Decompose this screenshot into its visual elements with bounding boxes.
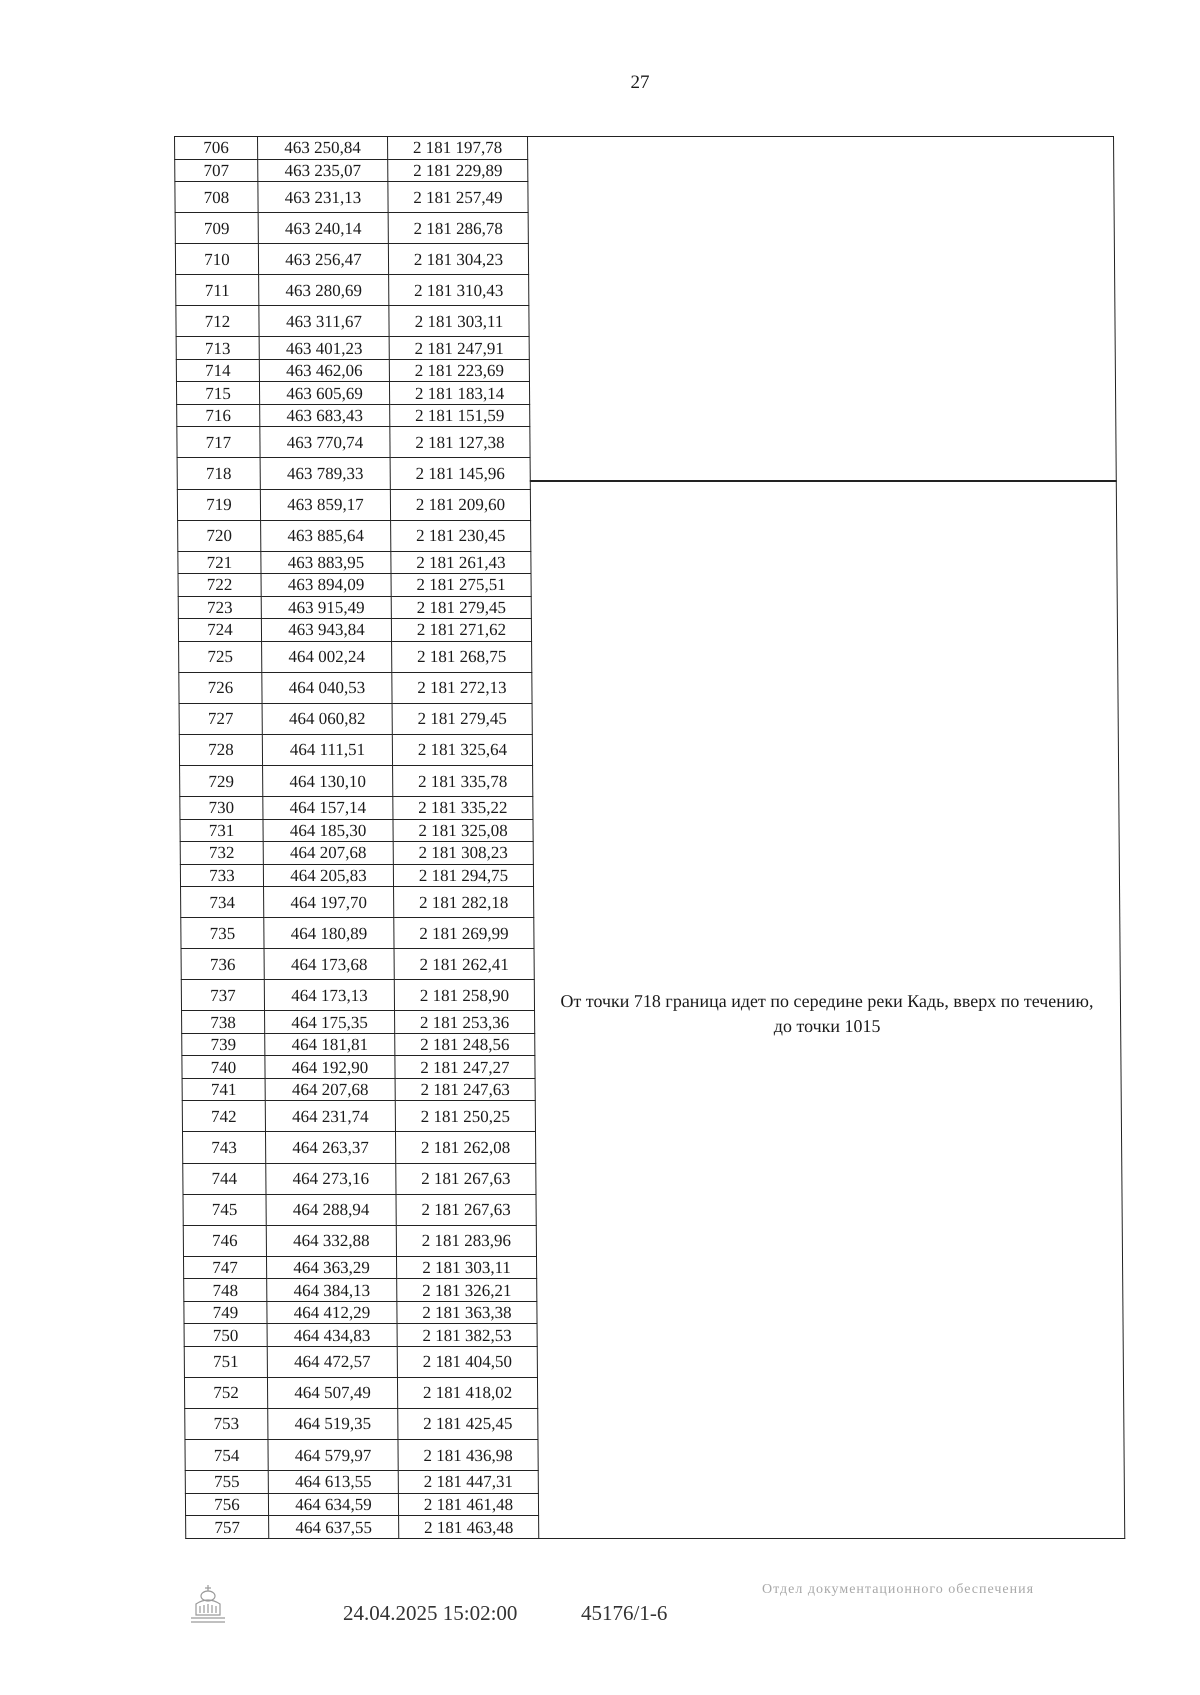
x-coordinate: 464 412,29 — [267, 1301, 397, 1324]
y-coordinate: 2 181 145,96 — [390, 458, 530, 489]
y-coordinate: 2 181 282,18 — [394, 887, 534, 918]
point-number: 723 — [178, 596, 261, 619]
x-coordinate: 464 434,83 — [267, 1324, 397, 1347]
x-coordinate: 464 157,14 — [263, 797, 393, 820]
table-row — [179, 734, 532, 765]
x-coordinate: 464 002,24 — [262, 641, 392, 672]
y-coordinate: 2 181 253,36 — [395, 1011, 535, 1034]
point-number: 754 — [185, 1440, 268, 1471]
table-row — [181, 918, 534, 949]
y-coordinate: 2 181 303,11 — [389, 306, 529, 337]
x-coordinate: 464 507,49 — [267, 1377, 397, 1408]
y-coordinate: 2 181 279,45 — [392, 703, 532, 734]
table-row — [177, 458, 530, 489]
point-number: 732 — [180, 842, 263, 865]
y-coordinate: 2 181 279,45 — [391, 596, 531, 619]
x-coordinate: 464 197,70 — [264, 887, 394, 918]
point-number: 731 — [180, 819, 263, 842]
x-coordinate: 463 883,95 — [261, 551, 391, 574]
x-coordinate: 463 231,13 — [258, 182, 388, 213]
page-number: 27 — [630, 72, 650, 93]
x-coordinate: 464 205,83 — [263, 864, 393, 887]
point-number: 714 — [176, 359, 259, 382]
x-coordinate: 463 859,17 — [260, 489, 390, 520]
table-row — [180, 797, 533, 820]
x-coordinate: 464 231,74 — [265, 1101, 395, 1132]
table-row — [182, 1101, 535, 1132]
point-number: 726 — [179, 672, 262, 703]
point-number: 736 — [181, 949, 264, 980]
x-coordinate: 464 613,55 — [268, 1471, 398, 1494]
footer-stamp: Отдел документационного обеспечения — [761, 1582, 1035, 1597]
y-coordinate: 2 181 262,08 — [395, 1132, 535, 1163]
y-coordinate: 2 181 310,43 — [389, 275, 529, 306]
table-row — [183, 1225, 536, 1256]
y-coordinate: 2 181 461,48 — [398, 1493, 538, 1516]
y-coordinate: 2 181 258,90 — [394, 980, 534, 1011]
y-coordinate: 2 181 326,21 — [397, 1279, 537, 1302]
y-coordinate: 2 181 230,45 — [391, 520, 531, 551]
coordinates-table-body — [175, 137, 539, 1539]
x-coordinate: 464 175,35 — [265, 1011, 395, 1034]
point-number: 744 — [183, 1163, 266, 1194]
table-row — [184, 1279, 537, 1302]
table-row — [185, 1493, 538, 1516]
point-number: 713 — [176, 337, 259, 360]
table-row — [183, 1256, 536, 1279]
table-row — [186, 1516, 539, 1539]
x-coordinate: 463 311,67 — [259, 306, 389, 337]
table-row — [176, 337, 529, 360]
emblem-icon — [188, 1582, 228, 1626]
x-coordinate: 464 579,97 — [268, 1440, 398, 1471]
point-number: 715 — [176, 382, 259, 405]
table-row — [175, 244, 528, 275]
table-row — [182, 1056, 535, 1079]
point-number: 717 — [177, 427, 260, 458]
x-coordinate: 463 770,74 — [260, 427, 390, 458]
x-coordinate: 464 207,68 — [265, 1078, 395, 1101]
table-row — [180, 864, 533, 887]
point-number: 722 — [178, 574, 261, 597]
x-coordinate: 463 240,14 — [258, 213, 388, 244]
table-row — [179, 672, 532, 703]
point-number: 748 — [184, 1279, 267, 1302]
x-coordinate: 464 040,53 — [262, 672, 392, 703]
point-number: 733 — [180, 864, 263, 887]
table-row — [178, 520, 531, 551]
table-row — [182, 1011, 535, 1034]
y-coordinate: 2 181 247,27 — [395, 1056, 535, 1079]
x-coordinate: 464 332,88 — [266, 1225, 396, 1256]
y-coordinate: 2 181 325,64 — [392, 734, 532, 765]
y-coordinate: 2 181 447,31 — [398, 1471, 538, 1494]
point-number: 749 — [184, 1301, 267, 1324]
x-coordinate: 464 181,81 — [265, 1033, 395, 1056]
table-row — [184, 1324, 537, 1347]
point-number: 728 — [179, 734, 262, 765]
table-row — [176, 359, 529, 382]
coordinates-sheet — [174, 136, 1125, 1539]
boundary-description: От точки 718 граница идет по середине реки Кадь, вверх по течению, до точки 1015 — [560, 991, 1094, 1036]
point-number: 745 — [183, 1194, 266, 1225]
table-row — [185, 1440, 538, 1471]
table-row — [177, 427, 530, 458]
x-coordinate: 464 207,68 — [263, 842, 393, 865]
point-number: 707 — [175, 159, 258, 182]
y-coordinate: 2 181 272,13 — [392, 672, 532, 703]
y-coordinate: 2 181 308,23 — [393, 842, 533, 865]
y-coordinate: 2 181 257,49 — [388, 182, 528, 213]
point-number: 706 — [175, 137, 258, 160]
point-number: 741 — [182, 1078, 265, 1101]
point-number: 734 — [181, 887, 264, 918]
table-row — [181, 887, 534, 918]
table-row — [178, 619, 531, 642]
y-coordinate: 2 181 223,69 — [389, 359, 529, 382]
table-row — [182, 1132, 535, 1163]
point-number: 725 — [179, 641, 262, 672]
point-number: 712 — [176, 306, 259, 337]
x-coordinate: 464 173,13 — [264, 980, 394, 1011]
table-row — [179, 641, 532, 672]
table-row — [179, 703, 532, 734]
description-cell-empty — [527, 136, 1117, 481]
y-coordinate: 2 181 363,38 — [397, 1301, 537, 1324]
x-coordinate: 463 885,64 — [261, 520, 391, 551]
point-number: 753 — [185, 1408, 268, 1439]
x-coordinate: 464 173,68 — [264, 949, 394, 980]
x-coordinate: 464 263,37 — [265, 1132, 395, 1163]
point-number: 751 — [184, 1346, 267, 1377]
y-coordinate: 2 181 267,63 — [396, 1163, 536, 1194]
y-coordinate: 2 181 335,22 — [393, 797, 533, 820]
y-coordinate: 2 181 382,53 — [397, 1324, 537, 1347]
y-coordinate: 2 181 197,78 — [388, 137, 528, 160]
point-number: 742 — [182, 1101, 265, 1132]
table-row — [180, 842, 533, 865]
y-coordinate: 2 181 286,78 — [388, 213, 528, 244]
point-number: 719 — [177, 489, 260, 520]
y-coordinate: 2 181 425,45 — [398, 1408, 538, 1439]
y-coordinate: 2 181 248,56 — [395, 1033, 535, 1056]
point-number: 718 — [177, 458, 260, 489]
point-number: 711 — [176, 275, 259, 306]
x-coordinate: 464 634,59 — [268, 1493, 398, 1516]
point-number: 737 — [181, 980, 264, 1011]
point-number: 747 — [183, 1256, 266, 1279]
y-coordinate: 2 181 183,14 — [389, 382, 529, 405]
x-coordinate: 463 683,43 — [260, 404, 390, 427]
y-coordinate: 2 181 247,63 — [395, 1078, 535, 1101]
point-number: 735 — [181, 918, 264, 949]
point-number: 729 — [180, 766, 263, 797]
table-row — [175, 159, 528, 182]
x-coordinate: 464 192,90 — [265, 1056, 395, 1079]
point-number: 716 — [177, 404, 260, 427]
x-coordinate: 464 185,30 — [263, 819, 393, 842]
table-row — [177, 404, 530, 427]
table-row — [178, 596, 531, 619]
point-number: 750 — [184, 1324, 267, 1347]
point-number: 710 — [175, 244, 258, 275]
y-coordinate: 2 181 335,78 — [393, 766, 533, 797]
table-row — [183, 1194, 536, 1225]
y-coordinate: 2 181 250,25 — [395, 1101, 535, 1132]
x-coordinate: 464 472,57 — [267, 1346, 397, 1377]
y-coordinate: 2 181 275,51 — [391, 574, 531, 597]
y-coordinate: 2 181 229,89 — [388, 159, 528, 182]
y-coordinate: 2 181 418,02 — [397, 1377, 537, 1408]
point-number: 746 — [183, 1225, 266, 1256]
x-coordinate: 463 462,06 — [259, 359, 389, 382]
table-row — [176, 275, 529, 306]
table-row — [182, 1033, 535, 1056]
y-coordinate: 2 181 127,38 — [390, 427, 530, 458]
point-number: 739 — [182, 1033, 265, 1056]
table-row — [180, 766, 533, 797]
y-coordinate: 2 181 267,63 — [396, 1194, 536, 1225]
x-coordinate: 463 789,33 — [260, 458, 390, 489]
y-coordinate: 2 181 261,43 — [391, 551, 531, 574]
x-coordinate: 463 894,09 — [261, 574, 391, 597]
point-number: 709 — [175, 213, 258, 244]
point-number: 743 — [182, 1132, 265, 1163]
point-number: 755 — [185, 1471, 268, 1494]
point-number: 720 — [178, 520, 261, 551]
table-row — [185, 1471, 538, 1494]
x-coordinate: 463 280,69 — [259, 275, 389, 306]
x-coordinate: 464 130,10 — [263, 766, 393, 797]
table-row — [178, 574, 531, 597]
footer-date: 24.04.2025 15:02:00 — [343, 1601, 518, 1625]
x-coordinate: 463 250,84 — [258, 137, 388, 160]
y-coordinate: 2 181 268,75 — [392, 641, 532, 672]
table-row — [177, 489, 530, 520]
table-row — [184, 1377, 537, 1408]
y-coordinate: 2 181 304,23 — [388, 244, 528, 275]
table-row — [175, 213, 528, 244]
table-row — [175, 137, 528, 160]
y-coordinate: 2 181 294,75 — [393, 864, 533, 887]
x-coordinate: 463 605,69 — [259, 382, 389, 405]
y-coordinate: 2 181 404,50 — [397, 1346, 537, 1377]
x-coordinate: 463 401,23 — [259, 337, 389, 360]
table-row — [180, 819, 533, 842]
y-coordinate: 2 181 436,98 — [398, 1440, 538, 1471]
table-row — [183, 1163, 536, 1194]
y-coordinate: 2 181 151,59 — [390, 404, 530, 427]
point-number: 727 — [179, 703, 262, 734]
x-coordinate: 464 519,35 — [268, 1408, 398, 1439]
y-coordinate: 2 181 269,99 — [394, 918, 534, 949]
table-row — [184, 1346, 537, 1377]
y-coordinate: 2 181 271,62 — [391, 619, 531, 642]
x-coordinate: 463 915,49 — [261, 596, 391, 619]
point-number: 721 — [178, 551, 261, 574]
x-coordinate: 464 288,94 — [266, 1194, 396, 1225]
y-coordinate: 2 181 262,41 — [394, 949, 534, 980]
x-coordinate: 464 273,16 — [266, 1163, 396, 1194]
table-row — [178, 551, 531, 574]
x-coordinate: 463 943,84 — [261, 619, 391, 642]
x-coordinate: 464 363,29 — [266, 1256, 396, 1279]
x-coordinate: 464 060,82 — [262, 703, 392, 734]
y-coordinate: 2 181 325,08 — [393, 819, 533, 842]
x-coordinate: 463 256,47 — [258, 244, 388, 275]
y-coordinate: 2 181 303,11 — [396, 1256, 536, 1279]
point-number: 757 — [186, 1516, 269, 1539]
point-number: 756 — [185, 1493, 268, 1516]
y-coordinate: 2 181 283,96 — [396, 1225, 536, 1256]
x-coordinate: 464 637,55 — [269, 1516, 399, 1539]
y-coordinate: 2 181 247,91 — [389, 337, 529, 360]
coordinates-table — [174, 136, 539, 1539]
x-coordinate: 464 111,51 — [262, 734, 392, 765]
table-row — [181, 949, 534, 980]
table-row — [182, 1078, 535, 1101]
table-row — [176, 382, 529, 405]
table-row — [176, 306, 529, 337]
x-coordinate: 463 235,07 — [258, 159, 388, 182]
point-number: 740 — [182, 1056, 265, 1079]
footer-document-number: 45176/1-6 — [581, 1601, 668, 1625]
table-row — [185, 1408, 538, 1439]
point-number: 708 — [175, 182, 258, 213]
y-coordinate: 2 181 463,48 — [399, 1516, 539, 1539]
point-number: 724 — [178, 619, 261, 642]
table-row — [175, 182, 528, 213]
point-number: 730 — [180, 797, 263, 820]
description-cell — [530, 481, 1125, 1539]
x-coordinate: 464 180,89 — [264, 918, 394, 949]
x-coordinate: 464 384,13 — [267, 1279, 397, 1302]
table-row — [181, 980, 534, 1011]
point-number: 738 — [182, 1011, 265, 1034]
table-row — [184, 1301, 537, 1324]
y-coordinate: 2 181 209,60 — [390, 489, 530, 520]
point-number: 752 — [184, 1377, 267, 1408]
